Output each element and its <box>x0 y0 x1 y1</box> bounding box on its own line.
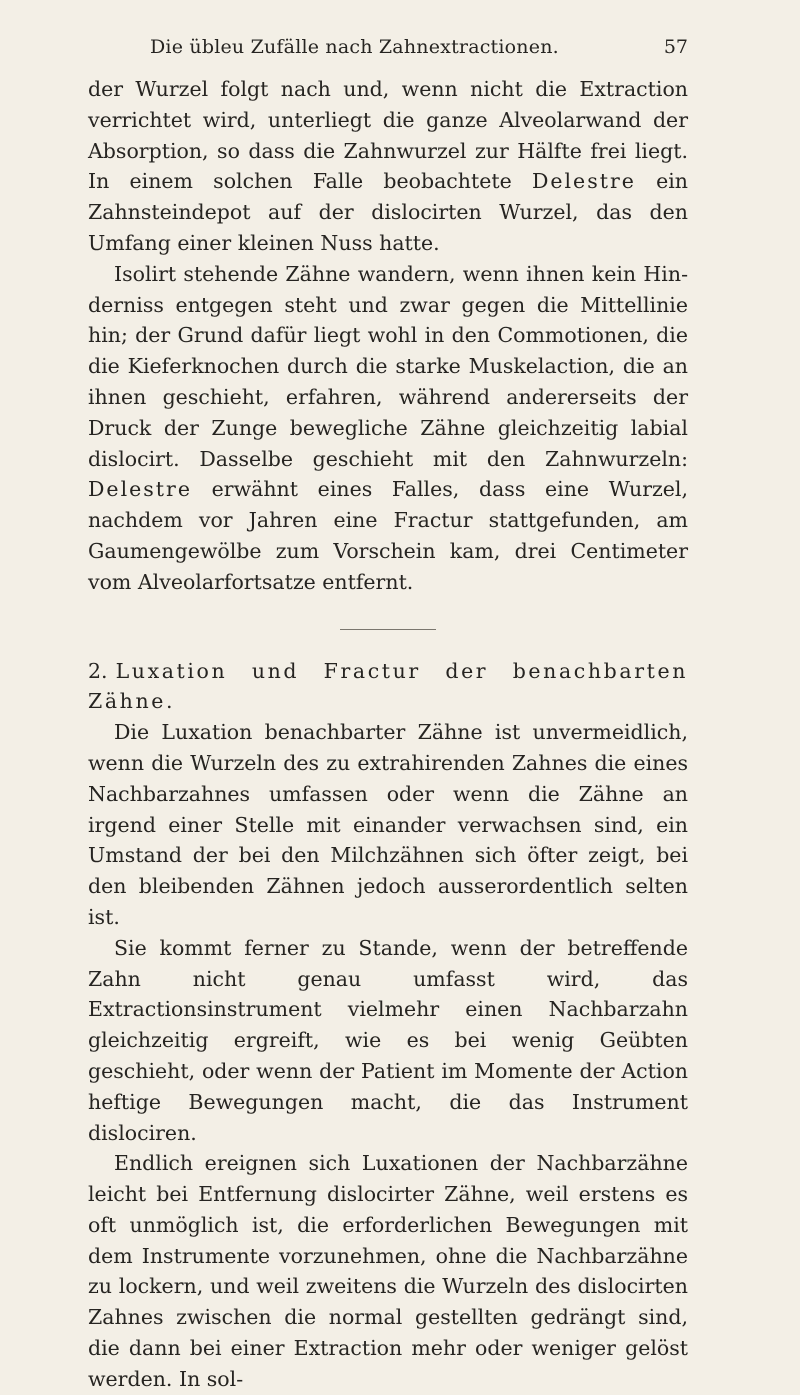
text-run: Endlich ereignen sich Luxationen der Nachbarzähne leicht bei Entfernung dislocirter Zähne, weil erstens es oft unmöglich ist, die erforderlichen Bewegungen mit dem Instrumente vorzunehmen, ohne die Nachbarzähne zu lockern, und weil zweitens die Wurzeln des dislocirten Zahnes zwischen die normal gestellten gedrängt sind, die dann bei einer Extraction mehr oder weniger gelöst werden. In sol- <box>88 1151 688 1391</box>
text-run: erwähnt eines Falles, dass eine Wurzel, nachdem vor Jahren eine Fractur stattgefunden, am Gaumengewölbe zum Vorschein kam, drei Centimeter vom Alveolarfortsatze entfernt. <box>88 477 688 594</box>
spaced-name: Delestre <box>88 477 192 502</box>
paragraph <box>88 259 688 598</box>
section-heading <box>88 656 688 718</box>
text-run: Sie kommt ferner zu Stande, wenn der betreffende Zahn nicht genau umfasst wird, das Extractionsinstrument vielmehr einen Nachbarzahn gleichzeitig ergreift, wie es bei wenig Geübten geschieht, oder wenn der Patient im Momente der Action heftige Bewegungen macht, die das Instrument dislociren. <box>88 935 688 1145</box>
running-title: Die übleu Zufälle nach Zahnextractionen. <box>150 36 559 58</box>
text-run: der Wurzel folgt nach und, wenn nicht die Extraction verrichtet wird, unterliegt die ganze Alveolarwand der Absorption, so dass die Zahnwurzel zur Hälfte frei liegt. In einem solchen Falle beobachtete <box>88 77 688 194</box>
paragraph <box>88 717 688 933</box>
paragraph <box>88 1148 688 1394</box>
running-header <box>88 36 688 74</box>
text-run: ein Zahnsteindepot auf der dislocirten Wurzel, das den Umfang einer kleinen Nuss hatte. <box>88 169 688 255</box>
spaced-name: Delestre <box>531 169 636 194</box>
paragraph <box>88 933 688 1149</box>
paragraph <box>88 74 688 259</box>
section-title: Luxation und Fractur der benachbarten Zähne. <box>88 658 688 714</box>
text-run: Isolirt stehende Zähne wandern, wenn ihnen kein Hinderniss entgegen steht und zwar gegen die Mittellinie hin; der Grund dafür liegt wohl in den Commotionen, die die Kieferknochen durch die starke Muskelaction, die an ihnen geschieht, erfahren, während andererseits der Druck der Zunge bewegliche Zähne gleichzeitig labial dislocirt. Dasselbe geschieht mit den Zahnwurzeln: <box>88 261 688 471</box>
page-number: 57 <box>663 36 688 58</box>
section-number: 2. <box>88 658 108 683</box>
text-run: Die Luxation benachbarter Zähne ist unvermeidlich, wenn die Wurzeln des zu extrahirenden Zahnes die eines Nachbarzahnes umfassen oder wenn die Zähne an irgend einer Stelle mit einander verwachsen sind, ein Umstand der bei den Milchzähnen sich öfter zeigt, bei den bleibenden Zähnen jedoch ausserordentlich selten ist. <box>88 720 688 929</box>
body-text <box>88 74 688 1395</box>
section-divider <box>340 629 436 630</box>
